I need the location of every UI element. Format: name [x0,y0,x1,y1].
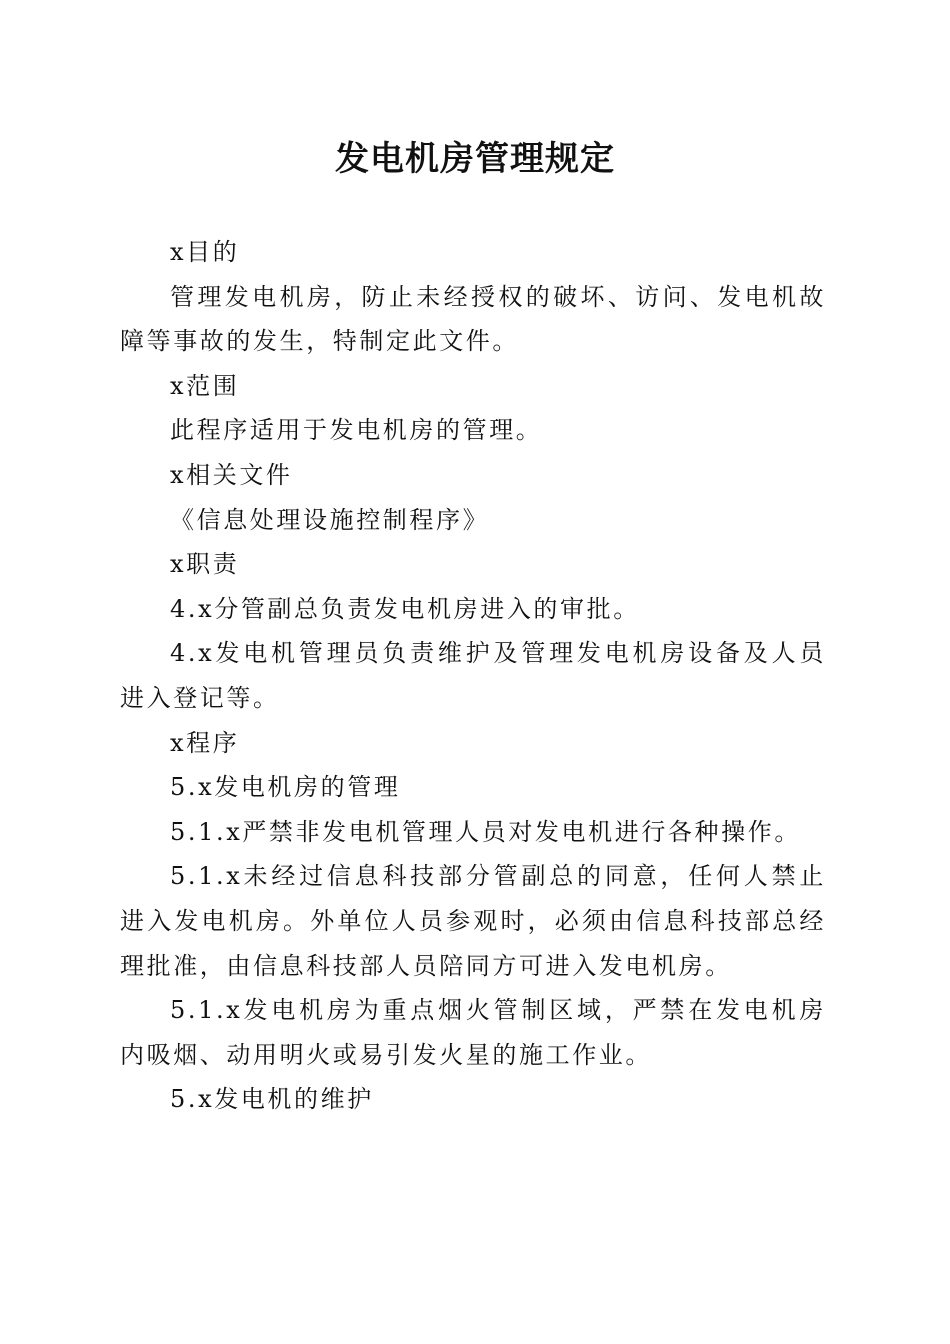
subsection-heading-maintenance: 5.x发电机的维护 [170,1085,374,1114]
paragraph-responsibility-approval: 4.x分管副总负责发电机房进入的审批。 [170,594,640,623]
paragraph-related-document: 《信息处理设施控制程序》 [170,505,490,534]
document-title: 发电机房管理规定 [335,139,615,179]
section-heading-scope: x范围 [170,371,240,400]
section-heading-purpose: x目的 [170,238,240,266]
paragraph-rule-fire-control: 5.1.x发电机房为重点烟火管制区域，严禁在发电机房内吸烟、动用明火或易引发火星的施工作业。 [120,996,826,1069]
paragraph-scope: 此程序适用于发电机房的管理。 [170,416,543,445]
paragraph-rule-operation: 5.1.x严禁非发电机管理人员对发电机进行各种操作。 [170,817,801,846]
subsection-heading-room-management: 5.x发电机房的管理 [170,773,401,802]
paragraph-purpose: 管理发电机房，防止未经授权的破坏、访问、发电机故障等事故的发生，特制定此文件。 [120,282,826,356]
document-body [120,230,826,1122]
paragraph-responsibility-administrator: 4.x发电机管理员负责维护及管理发电机房设备及人员进入登记等。 [120,639,826,712]
section-heading-related-documents: x相关文件 [170,460,293,489]
section-heading-responsibilities: x职责 [170,550,240,579]
section-heading-procedure: x程序 [170,728,240,757]
paragraph-rule-access: 5.1.x未经过信息科技部分管副总的同意，任何人禁止进入发电机房。外单位人员参观时，必须由信息科技部总经理批准，由信息科技部人员陪同方可进入发电机房。 [120,862,826,980]
